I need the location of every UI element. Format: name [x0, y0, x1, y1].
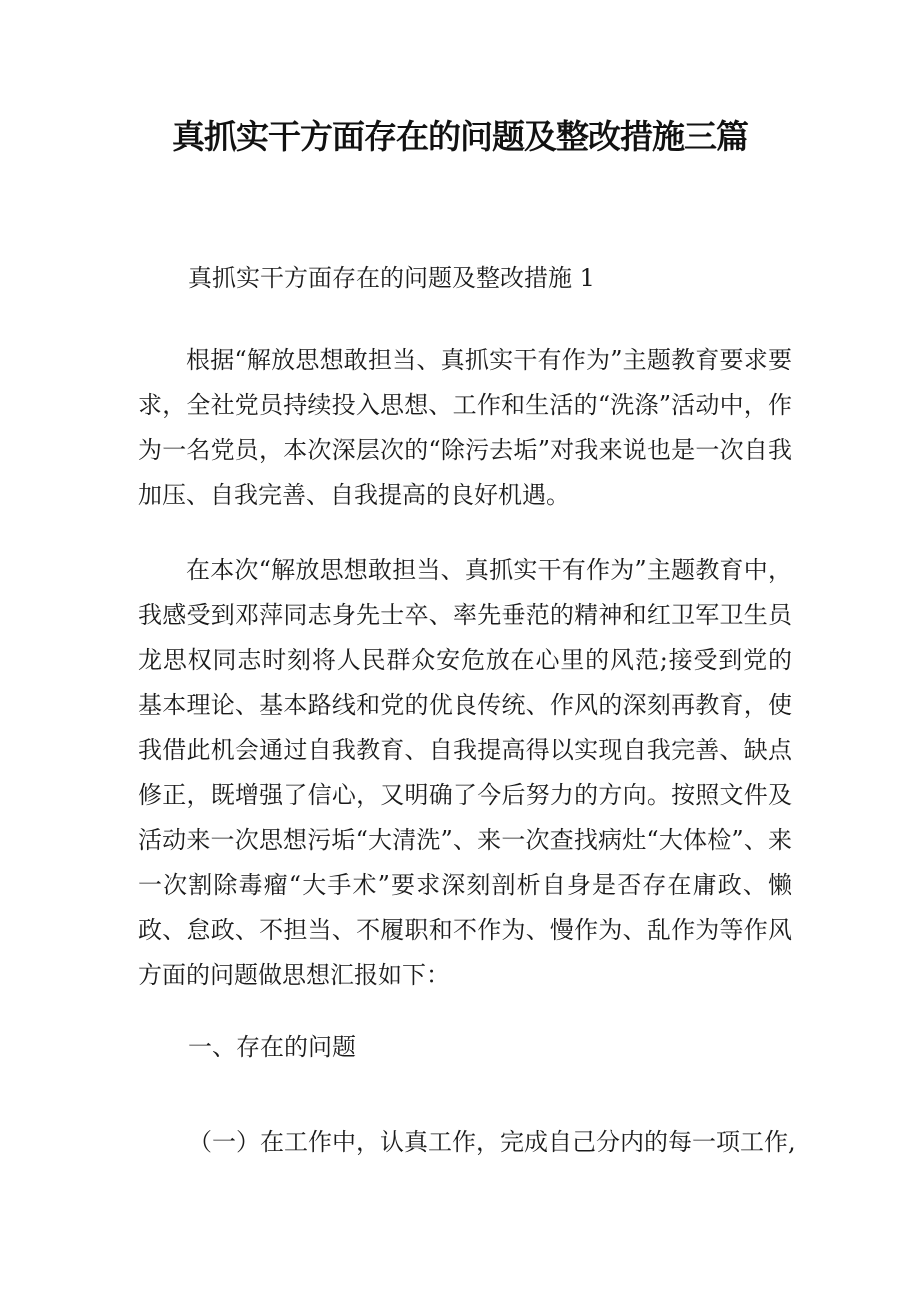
paragraph-1: 根据“解放思想敢担当、真抓实干有作为”主题教育要求要求，全社党员持续投入思想、工作和生活的“洗涤”活动中，作为一名党员，本次深层次的“除污去垢”对我来说也是一次自我加压、自我完善、自我提高的良好机遇。 — [138, 346, 792, 509]
document-title: 真抓实干方面存在的问题及整改措施三篇 — [172, 117, 748, 156]
sub-item-1: （一）在工作中，认真工作，完成自己分内的每一项工作, — [188, 1128, 796, 1156]
section-heading: 真抓实干方面存在的问题及整改措施 1 — [188, 264, 595, 292]
paragraph-2: 在本次“解放思想敢担当、真抓实干有作为”主题教育中，我感受到邓萍同志身先士卒、率先垂范的精神和红卫军卫生员龙思权同志时刻将人民群众安危放在心里的风范;接受到党的基本理论、基本路线和党的优良传统、作风的深刻再教育，使我借此机会通过自我教育、自我提高得以实现自我完善、缺点修正，既增强了信心，又明确了今后努力的方向。按照文件及活动来一次思想污垢“大清洗”、来一次查找病灶“大体检”、来一次割除毒瘤“大手术”要求深刻剖析自身是否存在庸政、懒政、怠政、不担当、不履职和不作为、慢作为、乱作为等作风方面的问题做思想汇报如下： — [138, 556, 792, 989]
heading-existing-problems: 一、存在的问题 — [188, 1033, 356, 1061]
